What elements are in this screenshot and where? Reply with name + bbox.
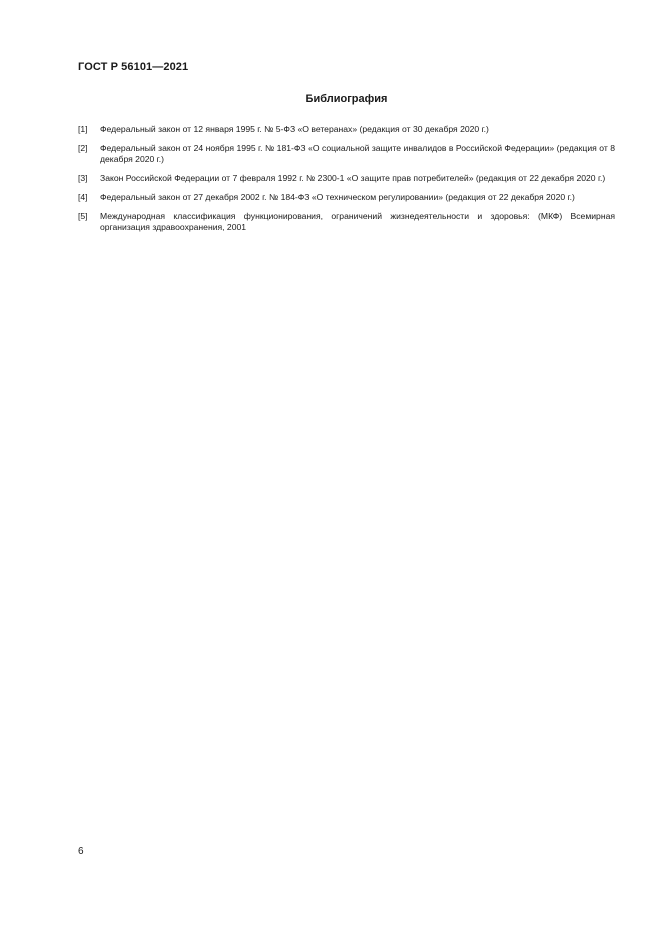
reference-number: [4] xyxy=(78,192,88,202)
reference-number: [3] xyxy=(78,173,88,183)
reference-number: [1] xyxy=(78,124,88,134)
bibliography-item xyxy=(78,124,615,135)
reference-number: [2] xyxy=(78,143,88,153)
document-code: ГОСТ Р 56101—2021 xyxy=(78,61,189,73)
reference-number: [5] xyxy=(78,211,88,221)
section-title: Библиография xyxy=(305,93,388,105)
reference-text: Международная классификация функционирования, ограничений жизнедеятельности и здоровья: (МКФ) Всемирная организация здравоохранения, 2001 xyxy=(100,211,615,232)
reference-text: Федеральный закон от 27 декабря 2002 г. № 184-ФЗ «О техническом регулировании» (редакция от 22 декабря 2020 г.) xyxy=(100,192,575,202)
bibliography-list xyxy=(78,124,615,241)
reference-text: Федеральный закон от 12 января 1995 г. № 5-ФЗ «О ветеранах» (редакция от 30 декабря 2020 г.) xyxy=(100,124,489,134)
page-number: 6 xyxy=(78,846,84,857)
bibliography-item xyxy=(78,143,615,165)
reference-text: Закон Российской Федерации от 7 февраля 1992 г. № 2300-1 «О защите прав потребителей» (редакция от 22 декабря 2020 г.) xyxy=(100,173,606,183)
bibliography-item xyxy=(78,192,615,203)
reference-text: Федеральный закон от 24 ноября 1995 г. № 181-ФЗ «О социальной защите инвалидов в Российской Федерации» (редакция от 8 декабря 2020 г.) xyxy=(100,143,615,164)
bibliography-item xyxy=(78,211,615,233)
bibliography-item xyxy=(78,173,615,184)
